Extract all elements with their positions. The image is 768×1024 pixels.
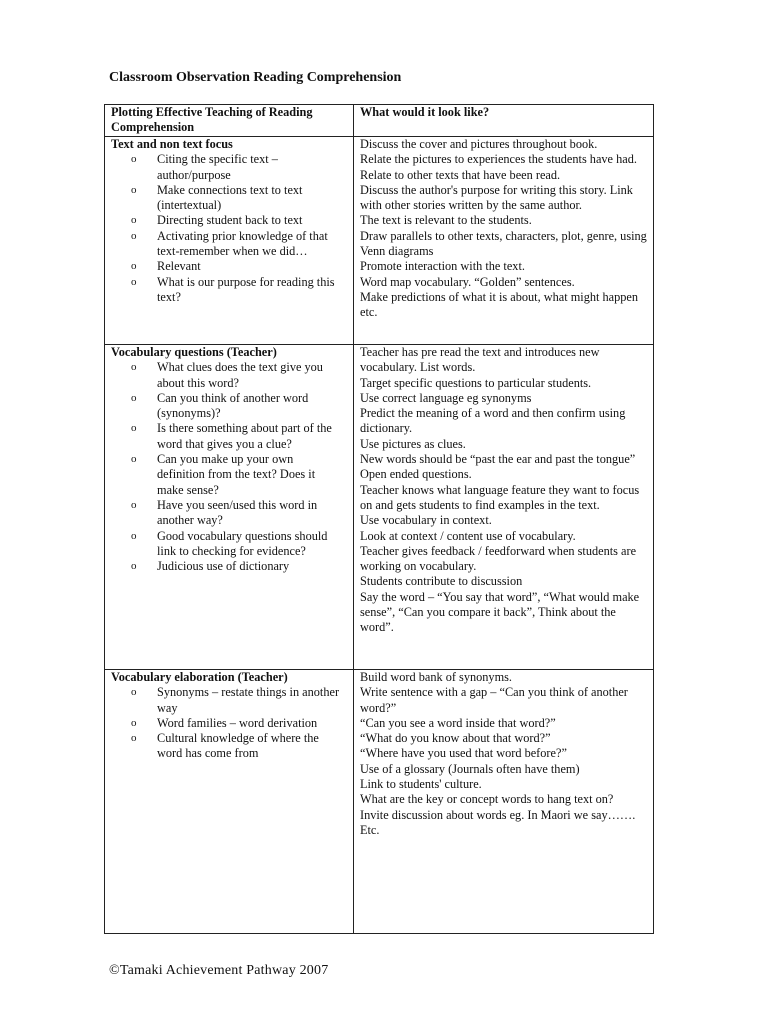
bullet-list: [111, 685, 347, 761]
practice-line: Link to students' culture.: [360, 777, 482, 792]
header-teaching-focus: Plotting Effective Teaching of Reading Comprehension: [105, 105, 354, 137]
what-it-looks-like-cell: [354, 345, 654, 670]
practice-line: New words should be “past the ear and past the tongue”: [360, 452, 636, 467]
practice-line: Predict the meaning of a word and then confirm using dictionary.: [360, 406, 626, 436]
hollow-bullet-icon: o: [131, 391, 137, 404]
practice-line: The text is relevant to the students.: [360, 213, 532, 228]
what-it-looks-like-cell: [354, 137, 654, 345]
practice-line: Relate to other texts that have been read.: [360, 167, 561, 182]
practice-line: “Can you see a word inside that word?”: [360, 715, 556, 730]
list-item-text: Is there something about part of the word that gives you a clue?: [157, 421, 332, 451]
section-heading: Vocabulary questions (Teacher): [111, 345, 277, 359]
practice-line: Promote interaction with the text.: [360, 259, 525, 274]
hollow-bullet-icon: o: [131, 229, 137, 242]
practice-line: Draw parallels to other texts, characters, plot, genre, using Venn diagrams: [360, 228, 647, 259]
teaching-focus-cell: [105, 345, 354, 670]
observation-table: [104, 104, 654, 934]
list-item-text: Judicious use of dictionary: [157, 559, 290, 574]
list-item: [111, 275, 347, 306]
hollow-bullet-icon: o: [131, 361, 137, 374]
table-row: [105, 345, 654, 670]
list-item: [111, 731, 347, 762]
list-item: [111, 559, 347, 574]
practice-line: Target specific questions to particular students.: [360, 375, 592, 390]
practice-line: What are the key or concept words to hang text on?: [360, 792, 614, 807]
practice-line: Relate the pictures to experiences the students have had.: [360, 152, 637, 167]
list-item-text: Can you make up your own definition from the text? Does it make sense?: [157, 452, 316, 497]
hollow-bullet-icon: o: [131, 275, 137, 288]
practice-line: Use vocabulary in context.: [360, 513, 492, 528]
list-item: [111, 360, 347, 391]
list-item-text: Have you seen/used this word in another way?: [157, 497, 318, 528]
section-heading: Vocabulary elaboration (Teacher): [111, 670, 288, 684]
hollow-bullet-icon: o: [131, 183, 137, 196]
hollow-bullet-icon: o: [131, 260, 137, 273]
practice-line: “Where have you used that word before?”: [360, 746, 567, 761]
list-item: [111, 529, 347, 560]
list-item: [111, 213, 347, 228]
list-item: [111, 391, 347, 422]
section-heading: Text and non text focus: [111, 137, 233, 151]
hollow-bullet-icon: o: [131, 732, 137, 745]
list-item: [111, 716, 347, 731]
list-item-text: Activating prior knowledge of that text-remember when we did…: [157, 228, 328, 259]
list-item-text: What clues does the text give you about this word?: [157, 360, 323, 390]
list-item-text: Relevant: [157, 259, 201, 274]
list-item-text: Directing student back to text: [157, 213, 303, 228]
document-title: Classroom Observation Reading Comprehension: [109, 70, 402, 85]
hollow-bullet-icon: o: [131, 422, 137, 435]
bullet-list: [111, 152, 347, 305]
hollow-bullet-icon: o: [131, 214, 137, 227]
practice-line: Use pictures as clues.: [360, 436, 466, 451]
practice-line: Teacher has pre read the text and introduces new vocabulary. List words.: [360, 345, 600, 375]
practice-line: Make predictions of what it is about, what might happen etc.: [360, 289, 638, 320]
list-item-text: Synonyms – restate things in another way: [157, 685, 340, 715]
practice-line: “What do you know about that word?”: [360, 731, 551, 746]
bullet-list: [111, 360, 347, 574]
teaching-focus-cell: [105, 137, 354, 345]
list-item: [111, 685, 347, 716]
practice-line: Use of a glossary (Journals often have them): [360, 761, 580, 776]
hollow-bullet-icon: o: [131, 686, 137, 699]
list-item-text: Citing the specific text – author/purpose: [157, 152, 278, 182]
table-row: [105, 137, 654, 345]
practice-line: Students contribute to discussion: [360, 574, 523, 589]
practice-line: Discuss the cover and pictures throughout book.: [360, 137, 598, 151]
hollow-bullet-icon: o: [131, 716, 137, 729]
list-item: [111, 229, 347, 260]
practice-line: Build word bank of synonyms.: [360, 670, 512, 684]
list-item: [111, 259, 347, 274]
hollow-bullet-icon: o: [131, 529, 137, 542]
list-item-text: Word families – word derivation: [157, 715, 318, 730]
practice-line: Teacher gives feedback / feedforward when students are working on vocabulary.: [360, 543, 637, 574]
practice-line: Invite discussion about words eg. In Maori we say……. Etc.: [360, 807, 636, 837]
hollow-bullet-icon: o: [131, 453, 137, 466]
list-item: [111, 421, 347, 452]
list-item: [111, 152, 347, 183]
practice-line: Discuss the author's purpose for writing this story. Link with other stories written by the same author.: [360, 182, 633, 213]
practice-line: Look at context / content use of vocabulary.: [360, 528, 576, 543]
list-item: [111, 498, 347, 529]
list-item-text: Good vocabulary questions should link to checking for evidence?: [157, 528, 328, 558]
practice-line: Use correct language eg synonyms: [360, 390, 532, 405]
list-item-text: Cultural knowledge of where the word has come from: [157, 731, 319, 761]
list-item-text: Can you think of another word (synonyms)?: [157, 390, 309, 421]
hollow-bullet-icon: o: [131, 153, 137, 166]
table-header-row: [105, 105, 654, 137]
practice-line: Teacher knows what language feature they want to focus on and gets students to find examples in the text.: [360, 482, 640, 512]
copyright-footer: ©Tamaki Achievement Pathway 2007: [109, 963, 329, 978]
header-what-it-looks-like: What would it look like?: [354, 105, 654, 137]
practice-line: Open ended questions.: [360, 467, 472, 482]
practice-line: Word map vocabulary. “Golden” sentences.: [360, 274, 575, 289]
practice-line: Say the word – “You say that word”, “What would make sense”, “Can you compare it back”, Think about the word”.: [360, 589, 640, 635]
list-item-text: What is our purpose for reading this text?: [157, 274, 335, 304]
teaching-focus-cell: [105, 670, 354, 934]
hollow-bullet-icon: o: [131, 498, 137, 511]
practice-line: Write sentence with a gap – “Can you think of another word?”: [360, 685, 628, 715]
table-row: [105, 670, 654, 934]
list-item-text: Make connections text to text (intertextual): [157, 182, 303, 213]
list-item: [111, 183, 347, 214]
hollow-bullet-icon: o: [131, 560, 137, 573]
what-it-looks-like-cell: [354, 670, 654, 934]
list-item: [111, 452, 347, 498]
